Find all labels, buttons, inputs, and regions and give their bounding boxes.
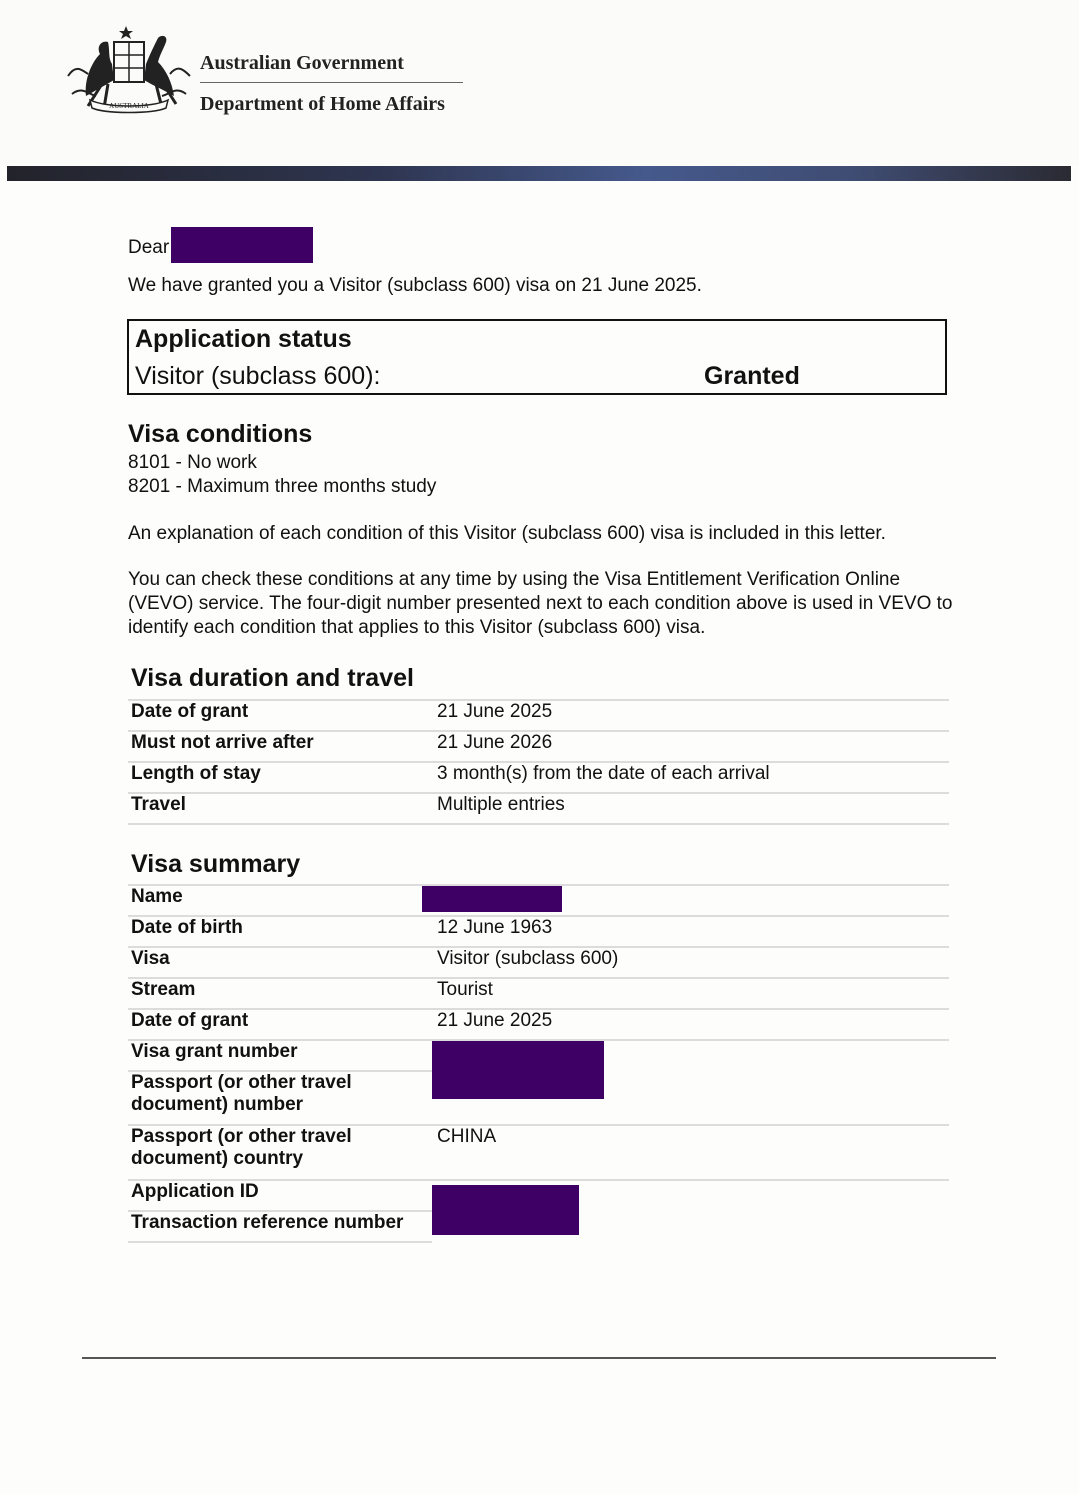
status-value: Granted [704, 362, 800, 390]
table-row [128, 1009, 949, 1040]
conditions-heading: Visa conditions [128, 420, 313, 448]
row-label: Passport (or other travel document) country [128, 1125, 432, 1180]
status-title: Application status [135, 325, 352, 353]
crest-banner-text: AUSTRALIA [109, 102, 149, 110]
row-value: 21 June 2025 [432, 1009, 949, 1040]
vevo-paragraph: You can check these conditions at any time by using the Visa Entitlement Verification Online (VEVO) service. The four-digit number presented next to each condition above is used in VEVO to identify each condition that applies to this Visitor (subclass 600) visa. [128, 569, 953, 638]
table-row [128, 731, 949, 762]
row-label: Date of grant [128, 700, 432, 731]
table-row [128, 916, 949, 947]
application-status-box [127, 319, 947, 395]
coat-of-arms-icon [66, 24, 192, 116]
table-row [128, 1040, 949, 1071]
duration-table [128, 699, 949, 825]
row-label: Travel [128, 793, 432, 824]
table-row [128, 978, 949, 1009]
status-label: Visitor (subclass 600): [135, 362, 381, 390]
row-label: Stream [128, 978, 432, 1009]
redacted-grant-and-passport-number [432, 1041, 604, 1099]
row-value: 3 month(s) from the date of each arrival [432, 762, 949, 793]
row-label: Visa [128, 947, 432, 978]
row-value: 12 June 1963 [432, 916, 949, 947]
agency-divider [200, 82, 463, 83]
redacted-application-and-transaction-id [432, 1185, 579, 1235]
government-name: Australian Government [200, 52, 404, 74]
row-label: Visa grant number [128, 1040, 432, 1071]
row-value [432, 1040, 949, 1125]
conditions-explanation: An explanation of each condition of this Visitor (subclass 600) visa is included in this letter. [128, 523, 886, 544]
letterhead [0, 0, 1079, 165]
row-value: 21 June 2025 [432, 700, 949, 731]
footer-divider [82, 1357, 996, 1359]
table-row [128, 700, 949, 731]
row-label: Date of birth [128, 916, 432, 947]
condition-8201: 8201 - Maximum three months study [128, 476, 437, 497]
row-label: Transaction reference number [128, 1211, 432, 1242]
summary-heading: Visa summary [131, 850, 301, 878]
table-row [128, 793, 949, 824]
row-label: Name [128, 885, 432, 916]
row-value: CHINA [432, 1125, 949, 1180]
row-value: Tourist [432, 978, 949, 1009]
greeting-line [128, 227, 313, 263]
row-value: Multiple entries [432, 793, 949, 824]
department-name: Department of Home Affairs [200, 93, 445, 115]
table-row [128, 1125, 949, 1180]
greeting: Dear [128, 237, 170, 258]
agency-name [200, 50, 463, 117]
redacted-recipient-name [171, 227, 313, 263]
row-value: 21 June 2026 [432, 731, 949, 762]
header-band [7, 166, 1071, 181]
duration-heading: Visa duration and travel [131, 664, 414, 692]
table-row [128, 762, 949, 793]
row-label: Length of stay [128, 762, 432, 793]
row-value [432, 1180, 949, 1242]
table-row [128, 885, 949, 916]
grant-intro: We have granted you a Visitor (subclass 600) visa on 21 June 2025. [128, 275, 702, 296]
row-value [432, 885, 949, 916]
row-label: Application ID [128, 1180, 432, 1211]
row-label: Date of grant [128, 1009, 432, 1040]
row-value: Visitor (subclass 600) [432, 947, 949, 978]
table-row [128, 1180, 949, 1211]
summary-table [128, 884, 949, 1243]
redacted-name [422, 886, 562, 912]
condition-8101: 8101 - No work [128, 452, 257, 473]
row-label: Passport (or other travel document) number [128, 1071, 432, 1125]
table-row [128, 947, 949, 978]
row-label: Must not arrive after [128, 731, 432, 762]
